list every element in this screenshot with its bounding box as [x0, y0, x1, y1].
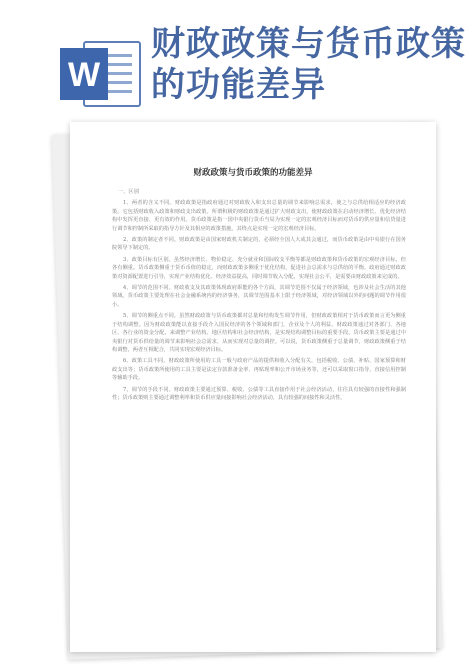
paragraph: 6、政策工具不同。财政政策所使用的工具一般与政府产品的提供和收入分配有关，包括税收、公债、补贴、国家预算和财政支出等；货币政策所使用的工具主要是法定存款准备金率、再贴现率和公开市场业务等，还可以采取窗口指导、直接信用控制等辅助手段。 — [112, 358, 406, 382]
paragraph: 2、政策的制定者不同。财政政策是由国家财政机关制定的，必须经全国人大或其会通过，而货币政策是由中央银行在国务院领导下制定的。 — [112, 237, 406, 252]
document-page — [70, 122, 436, 652]
section-heading: 一、区别 — [118, 189, 139, 195]
page-title: 财政政策与货币政策的功能差异 — [193, 168, 313, 178]
page-body — [112, 188, 406, 638]
paragraph: 5、调节的侧重点不同。虽然财政政策与货币政策都对总量和结构发生调节作用，但财政政策相对于货币政策而言更为侧重于结构调整。因为财政政策能以直接手段介入国民经济的各个领域和部门，企业及个人的利益。财政政策通过对各部门、各地区、各行业的资金分配，来调整产业结构、地区结构和社会经济结构，是实现结构调整目标的重要手段。货币政策主要是通过中央银行对货币供给量的调节来影响社会总需求，从而实现对总量的调控。可以说，货币政策侧重于总量调节，财政政策侧重于结构调整，两者互相配合，共同实现宏观经济目标。 — [112, 313, 406, 353]
paragraph: 7、调节的手段不同。财政政策主要通过预算、税收、公债等工具直接作用于社会经济活动，往往具有较强的直接性和强制性；货币政策则主要通过调整利率和货币供应量间接影响社会经济活动，具有较强的间接性和灵活性。 — [112, 386, 406, 401]
paragraph: 3、政策目标有区别。虽然经济增长、物价稳定、充分就业和国际收支平衡等都是财政政策和货币政策的宏观经济目标，但各有侧重。货币政策侧重于货币币值的稳定，而财政政策多侧重于优化结构，促进社会总需求与总供给的平衡。政府通过财政政策对资源配置进行引导，实现产业结构优化、经济效益提高，同时调节收入分配，实现社会公平，是需要由财政政策来完成的。 — [112, 256, 406, 280]
word-logo-letter: W — [67, 56, 101, 94]
document-header — [0, 0, 474, 115]
word-document-icon — [58, 38, 146, 110]
document-heading: 财政政策与货币政策的功能差异 — [151, 24, 466, 105]
paragraph: 1、两者的含义不同。财政政策是指政府通过对财政收入和支出总量的调节来影响总需求，使之与总供给相适应的经济政策。它包括财政收入政策和财政支出政策。所谓积极的财政政策是通过扩大财政支出，使财政政策在启动经济增长、优化经济结构中发挥更直接、更有效的作用。货币政策是指一国中央银行货币当局为实现一定的宏观经济目标而对货币的供应量和信贷量进行调节和控制所采取的指导方针及其相应的政策措施。其终点是实现一定的宏观经济目标。 — [112, 200, 406, 232]
paragraph: 4、调节的范围不同。财政收支及其政策体现政府职能的各个方面，其调节范围不仅属于经济领域，也涉及社会生活的其他领域。货币政策主要处理在社会金融系统内的经济事务，其调节范围基本上限于经济领域，对经济领域以外的问题的调节作用很小。 — [112, 285, 406, 308]
